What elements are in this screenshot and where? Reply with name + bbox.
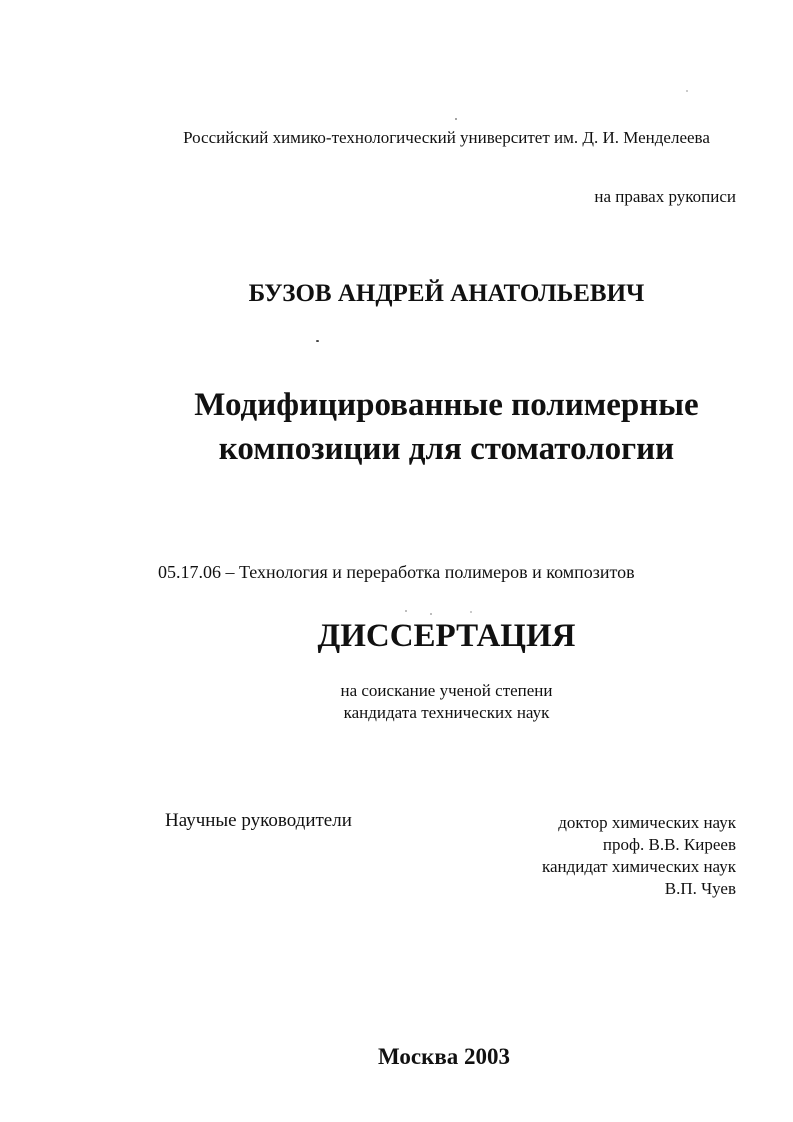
- scan-speck: [686, 90, 688, 92]
- supervisors-label: Научные руководители: [165, 810, 352, 831]
- title-line-2: композиции для стоматологии: [218, 431, 675, 467]
- degree-description: [0, 680, 793, 724]
- supervisor-line-3: кандидат химических наук: [542, 857, 736, 876]
- scan-speck: [405, 610, 407, 612]
- scan-speck: [455, 118, 457, 120]
- dissertation-title: [0, 383, 793, 471]
- document-type: ДИССЕРТАЦИЯ: [317, 618, 576, 654]
- scan-speck: [470, 611, 472, 613]
- degree-line-1: на соискание ученой степени: [340, 681, 553, 700]
- author-name: БУЗОВ АНДРЕЙ АНАТОЛЬЕВИЧ: [248, 280, 645, 307]
- scan-speck: [316, 340, 319, 342]
- scan-speck: [430, 613, 432, 615]
- specialty-code: 05.17.06 – Технология и переработка полимеров и композитов: [158, 562, 635, 582]
- university-name: Российский химико-технологический университет им. Д. И. Менделеева: [183, 128, 710, 147]
- supervisors-list: [542, 812, 736, 900]
- manuscript-note: на правах рукописи: [594, 187, 736, 206]
- city-year: Москва 2003: [377, 1044, 511, 1069]
- supervisor-line-1: доктор химических наук: [558, 813, 736, 832]
- title-line-1: Модифицированные полимерные: [194, 387, 699, 423]
- degree-line-2: кандидата технических наук: [343, 703, 550, 722]
- supervisor-line-2: проф. В.В. Киреев: [602, 835, 736, 854]
- supervisor-line-4: В.П. Чуев: [664, 879, 736, 898]
